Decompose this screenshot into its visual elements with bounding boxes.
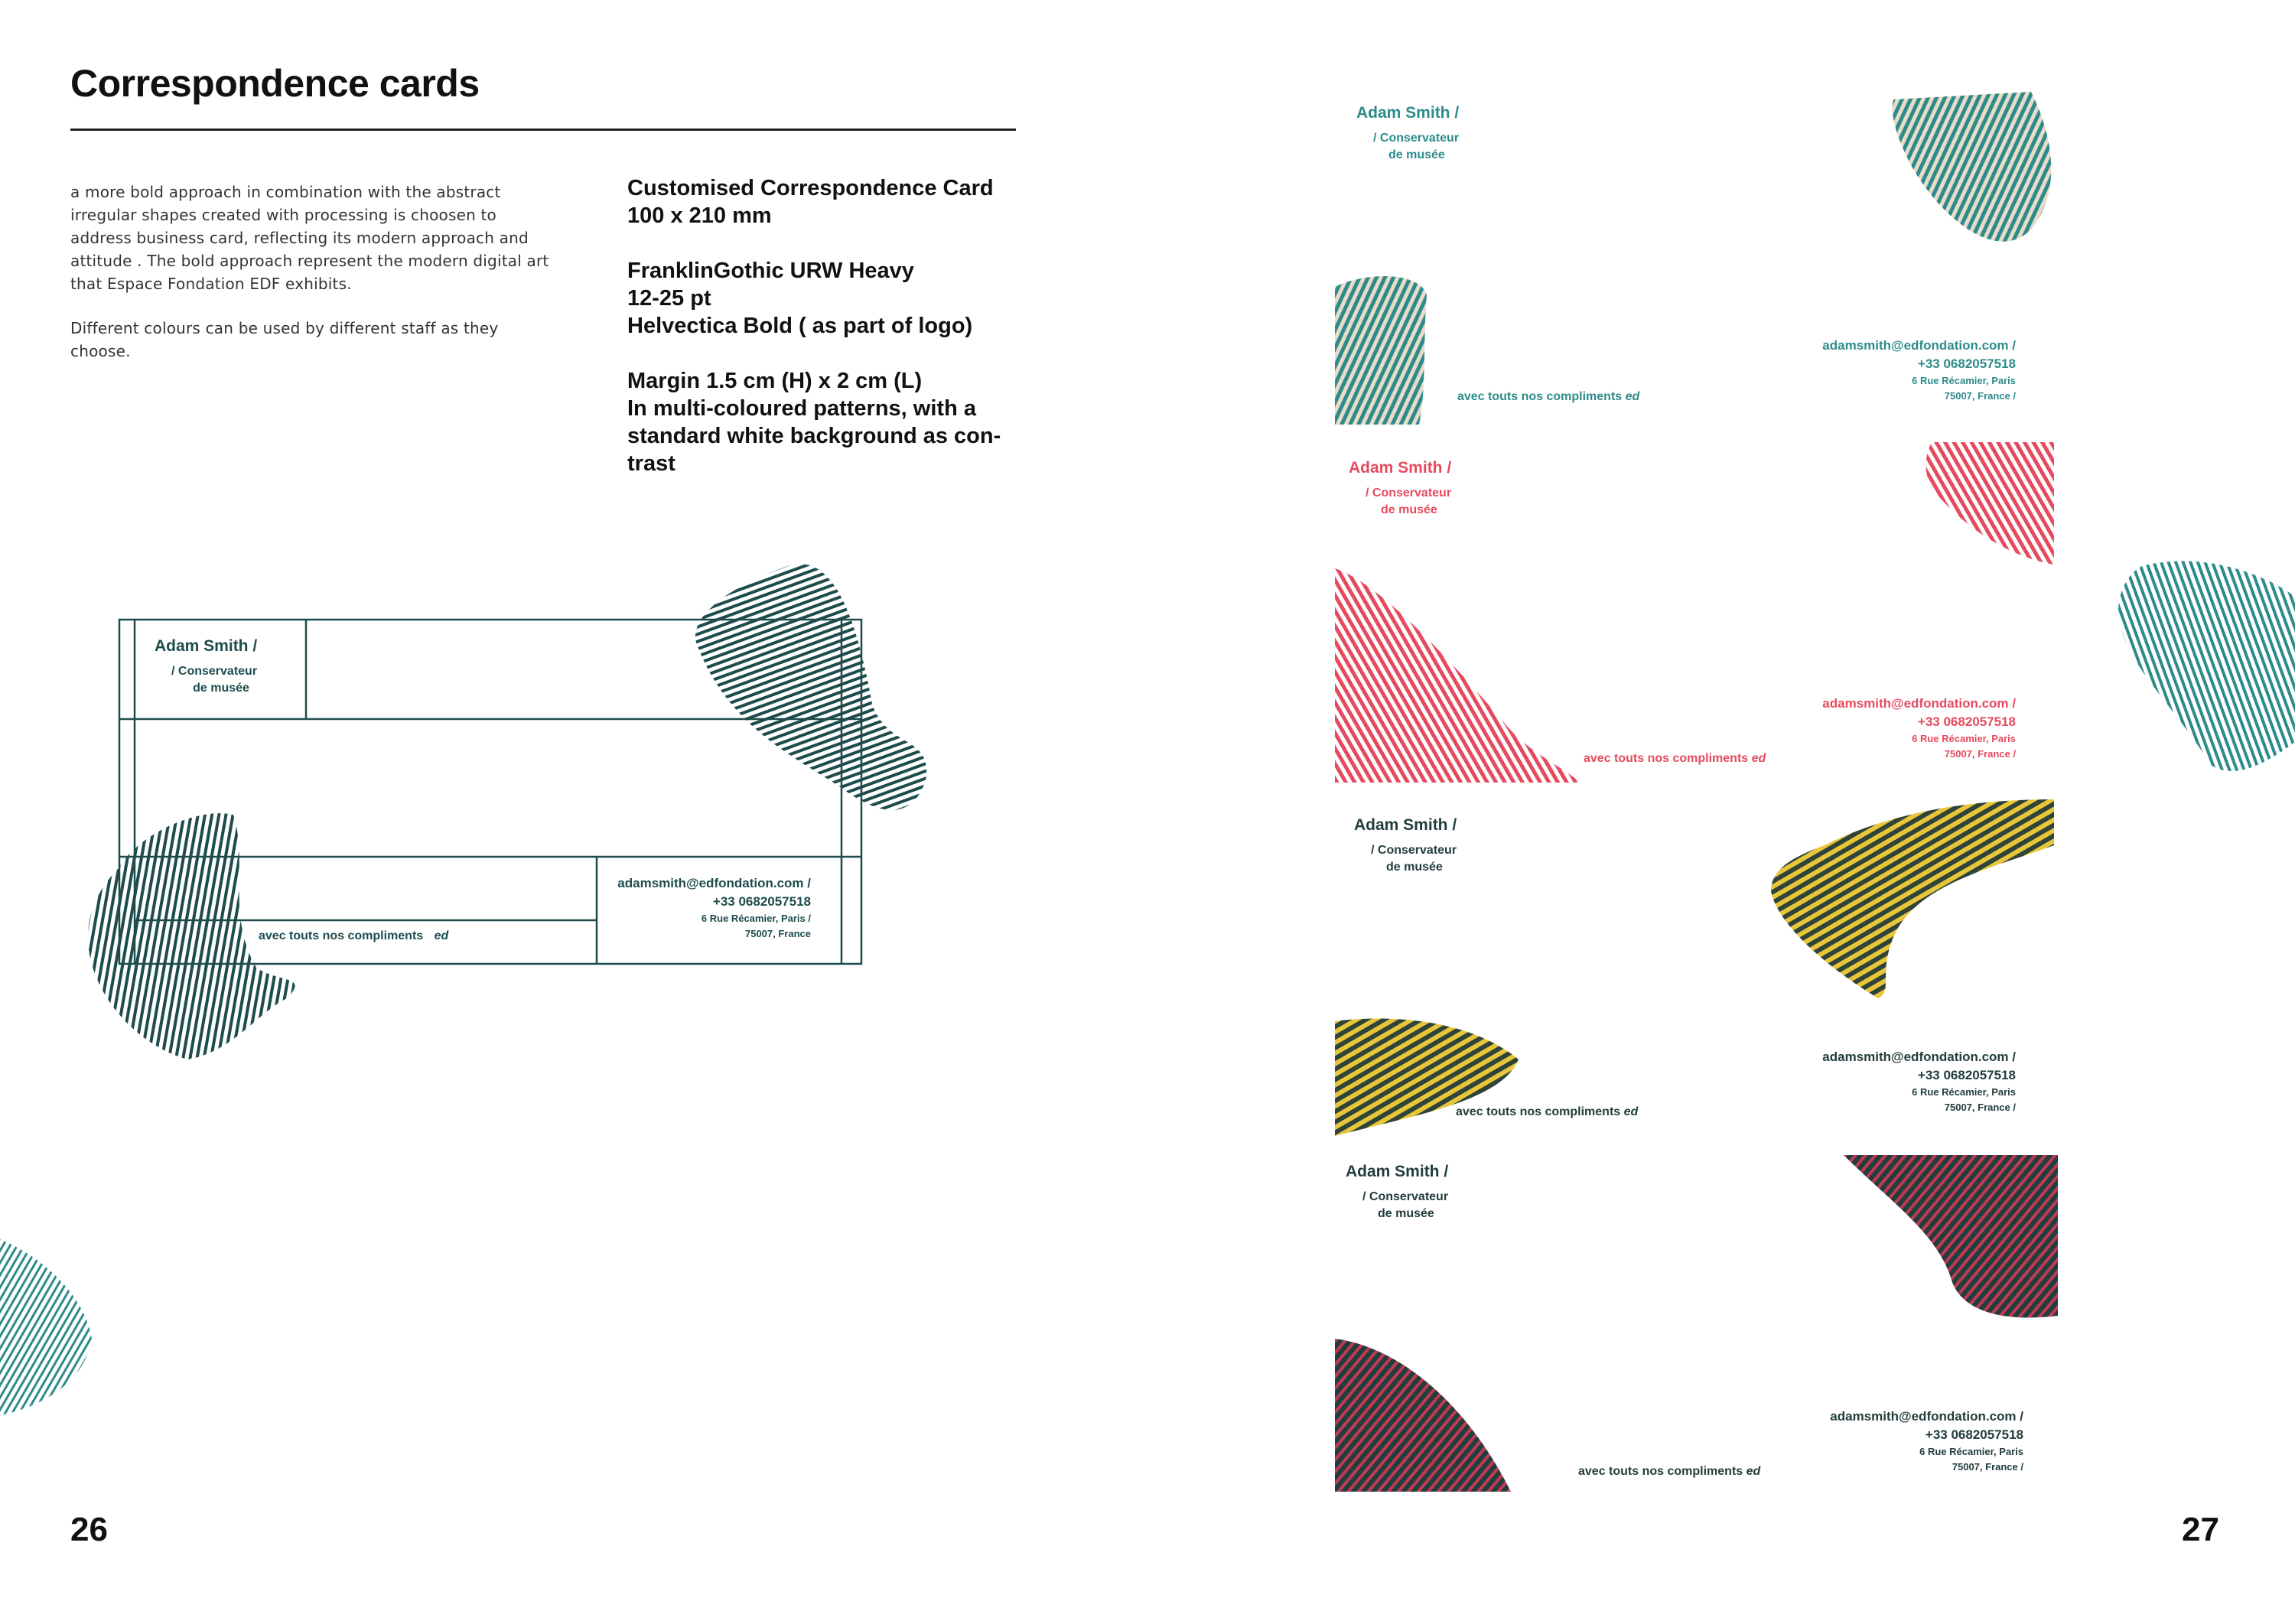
spec-margin: Margin 1.5 cm (H) x 2 cm (L) In multi-coloured patterns, with a standard white background as con- trast [627, 369, 1001, 476]
card-address: 6 Rue Récamier, Paris [1919, 1446, 2023, 1457]
card-phone: +33 0682057518 [1917, 356, 2016, 371]
description-text [70, 181, 560, 384]
card-phone: +33 0682057518 [1917, 1068, 2016, 1082]
card-email: adamsmith@edfondation.com [1822, 696, 2009, 711]
stripe-shape-bottom [80, 799, 310, 1059]
card-name: Adam Smith [155, 637, 249, 655]
card-address: 6 Rue Récamier, Paris [1912, 375, 2016, 386]
card-role: Conservateur [1369, 1190, 1449, 1203]
layout-diagram: Adam Smith / / Conservateur de musée avec touts nos compliments ed adamsmith@edfondation.com / +33 0682057518 6 Rue Récamier, Paris / 75007, France [115, 616, 864, 968]
edf-logo: ed [1751, 752, 1766, 765]
card-phone: +33 0682057518 [1917, 714, 2016, 729]
card-compliments: avec touts nos compliments [1456, 1105, 1621, 1118]
card-role: Conservateur [177, 665, 258, 678]
card-address-2: 75007, France [1952, 1461, 2018, 1473]
card-pattern [1844, 1155, 2073, 1323]
card-email: adamsmith@edfondation.com [617, 876, 804, 890]
card-pattern [1878, 92, 2062, 283]
card-phone: +33 0682057518 [1925, 1427, 2023, 1442]
card-crimson: Adam Smith / / Conservateur de musée avec touts nos compliments ed adamsmith@edfondation.com / +33 0682057518 6 Rue Récamier, Paris 75007, France / [1335, 1155, 2054, 1495]
card-compliments: avec touts nos compliments [259, 929, 424, 942]
card-role-2: de musée [1386, 861, 1443, 874]
card-pattern [1335, 272, 1434, 425]
stripe-shape-right [2111, 551, 2295, 780]
card-role-2: de musée [1378, 1207, 1434, 1220]
card-address-2: 75007, France [1944, 748, 2010, 760]
stripe-shape-corner [0, 1224, 107, 1423]
card-address-2: 75007, France [1944, 1102, 2010, 1113]
title-rule [70, 129, 1016, 131]
card-email: adamsmith@edfondation.com [1822, 338, 2009, 353]
card-address: 6 Rue Récamier, Paris [1912, 733, 2016, 744]
card-email: adamsmith@edfondation.com [1830, 1409, 2017, 1424]
card-email: adamsmith@edfondation.com [1822, 1050, 2009, 1064]
card-role-2: de musée [193, 682, 249, 695]
card-pattern [1335, 1339, 1519, 1499]
stripe-shape-top [681, 551, 926, 841]
card-address: 6 Rue Récamier, Paris [701, 913, 806, 924]
card-teal: Adam Smith / / Conservateur de musée avec touts nos compliments ed adamsmith@edfondation.com / +33 0682057518 6 Rue Récamier, Paris 75007, France / [1335, 84, 2054, 425]
card-phone: +33 0682057518 [712, 894, 811, 909]
description-paragraph: a more bold approach in combination with the abstract irregular shapes created with processing is choosen to address business card, reflecting its modern approach and attitude . The bold approach represent the modern digital art that Espace Fondation EDF exhibits. [70, 183, 549, 293]
page-title: Correspondence cards [70, 62, 480, 105]
edf-logo: ed [1746, 1465, 1761, 1478]
card-compliments: avec touts nos compliments [1457, 390, 1623, 403]
page-number-left: 26 [70, 1511, 108, 1548]
card-name: Adam Smith [1354, 816, 1448, 834]
card-address-2: 75007, France [744, 928, 811, 939]
spec-size: Customised Correspondence Card 100 x 210 mm [627, 176, 994, 228]
card-compliments: avec touts nos compliments [1578, 1465, 1743, 1478]
card-pattern [1335, 568, 1580, 783]
card-role: Conservateur [1377, 844, 1457, 857]
card-role-2: de musée [1381, 503, 1437, 516]
card-name: Adam Smith [1349, 459, 1443, 477]
card-pattern [1763, 799, 2054, 998]
page-number-right: 27 [2182, 1511, 2219, 1548]
card-address-2: 75007, France [1944, 390, 2010, 402]
card-pattern [1335, 1014, 1526, 1144]
card-yellow: Adam Smith / / Conservateur de musée avec touts nos compliments ed adamsmith@edfondation.com / +33 0682057518 6 Rue Récamier, Paris 75007, France / [1335, 799, 2054, 1140]
card-name: Adam Smith [1346, 1163, 1440, 1180]
card-compliments: avec touts nos compliments [1584, 752, 1749, 765]
edf-logo: ed [1623, 1105, 1639, 1118]
card-role: Conservateur [1372, 487, 1452, 500]
card-address: 6 Rue Récamier, Paris [1912, 1086, 2016, 1098]
card-pattern [1916, 442, 2054, 565]
edf-logo: ed [1625, 390, 1640, 403]
card-red: Adam Smith / / Conservateur de musée avec touts nos compliments ed adamsmith@edfondation.com / +33 0682057518 6 Rue Récamier, Paris 75007, France / [1335, 442, 2054, 783]
card-role: Conservateur [1379, 132, 1460, 145]
description-paragraph: Different colours can be used by different staff as they choose. [70, 319, 499, 360]
spec-typography: FranklinGothic URW Heavy 12-25 pt Helvectica Bold ( as part of logo) [627, 259, 973, 338]
spec-list [627, 174, 1025, 505]
edf-logo: ed [434, 929, 449, 942]
card-name: Adam Smith [1356, 104, 1450, 122]
card-role-2: de musée [1388, 148, 1445, 161]
